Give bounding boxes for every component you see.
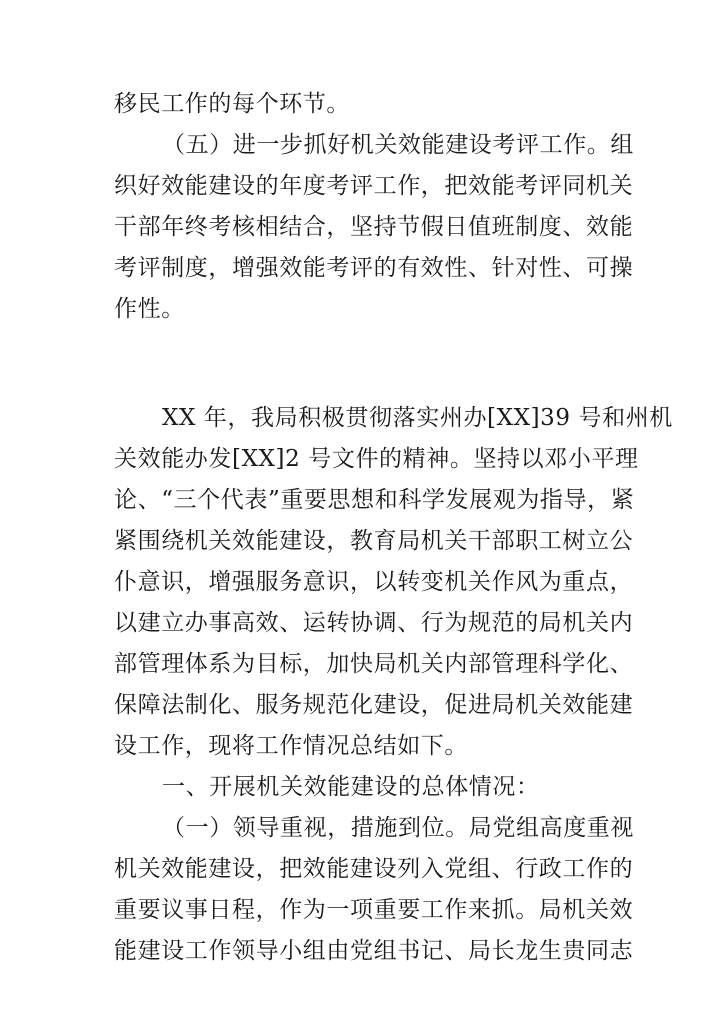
paragraph-line: 干部年终考核相结合，坚持节假日值班制度、效能 — [114, 214, 634, 240]
paragraph-line: 论、“三个代表”重要思想和科学发展观为指导，紧 — [114, 487, 635, 513]
paragraph-line: 作性。 — [114, 296, 185, 322]
paragraph-line: 以建立办事高效、运转协调、行为规范的局机关内 — [114, 610, 634, 636]
paragraph-line: 关效能办发[XX]2 号文件的精神。坚持以邓小平理 — [114, 446, 639, 472]
paragraph-line: 设工作，现将工作情况总结如下。 — [114, 733, 468, 759]
paragraph-line: 机关效能建设，把效能建设列入党组、行政工作的 — [114, 856, 634, 882]
paragraph-line: 考评制度，增强效能考评的有效性、针对性、可操 — [114, 255, 634, 281]
paragraph-line: XX 年，我局积极贯彻落实州办[XX]39 号和州机 — [162, 405, 673, 431]
paragraph-line: 部管理体系为目标，加快局机关内部管理科学化、 — [114, 651, 634, 677]
paragraph-line: 能建设工作领导小组由党组书记、局长龙生贵同志 — [114, 938, 634, 964]
section-heading: 一、开展机关效能建设的总体情况： — [162, 774, 540, 800]
paragraph-line: 保障法制化、服务规范化建设，促进局机关效能建 — [114, 692, 634, 718]
subsection-heading: （一）领导重视，措施到位。局党组高度重视 — [162, 815, 634, 841]
paragraph-line: 仆意识，增强服务意识，以转变机关作风为重点， — [114, 569, 634, 595]
paragraph-line: 紧围绕机关效能建设，教育局机关干部职工树立公 — [114, 528, 634, 554]
paragraph-line: 移民工作的每个环节。 — [114, 91, 350, 117]
paragraph-line: 织好效能建设的年度考评工作，把效能考评同机关 — [114, 173, 634, 199]
paragraph-line: （五）进一步抓好机关效能建设考评工作。组 — [162, 132, 634, 158]
paragraph-line: 重要议事日程，作为一项重要工作来抓。局机关效 — [114, 897, 634, 923]
